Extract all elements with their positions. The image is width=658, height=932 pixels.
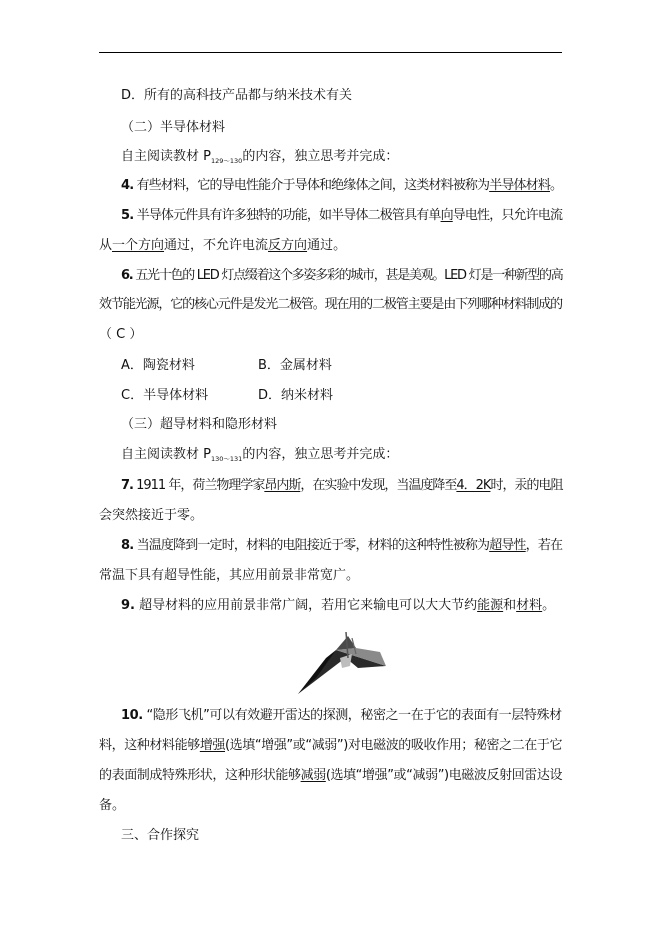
question-10-cont-1: 料，这种材料能够增强(选填“增强”或“减弱”)对电磁波的吸收作用；秘密之二在于它 [99,738,563,753]
question-10: 10. “隐形飞机”可以有效避开雷达的探测，秘密之一在于它的表面有一层特殊材 [121,708,562,723]
section-heading-semiconductor: （二）半导体材料 [121,120,226,135]
option-c: C．半导体材料 [121,388,209,403]
answer-blank: 昂内斯 [264,478,301,493]
option-b-wrap [258,358,332,374]
answer-blank: 减弱 [300,768,326,783]
reading-instruction-1: 自主阅读教材 $P_{129\sim 130}$的内容，独立思考并完成： [121,149,399,165]
question-6: 6. 五光十色的 LED 灯点缀着这个多姿多彩的城市，甚是美观。LED 灯是一种新型的高 [121,268,563,283]
question-7: 7. 1911 年，荷兰物理学家昂内斯，在实验中发现，当温度降至4．2K时，汞的电阻 [121,478,563,493]
option-b: B．金属材料 [258,358,332,373]
answer-blank: 一个方向 [112,238,165,253]
question-8-cont: 常温下具有超导性能，其应用前景非常宽广。 [99,568,360,583]
question-5: 5. 半导体元件具有许多独特的功能，如半导体二极管具有单向导电性，只允许电流 [121,208,563,223]
question-10-cont-2: 的表面制成特殊形状，这种形状能够减弱(选填“增强”或“减弱”)电磁波反射回雷达设 [99,768,563,783]
question-6-cont: 效节能光源，它的核心元件是发光二极管。现在用的二极管主要是由下列哪种材料制成的 [99,297,563,312]
options-row-1 [121,358,195,374]
answer-blank: 增强 [199,738,226,753]
answer-blank: 材料 [516,598,543,613]
option-d: D．纳米材料 [258,388,334,403]
answer-blank: 向 [440,208,453,223]
header-rule [99,52,562,53]
question-7-cont: 会突然接近于零。 [99,508,204,523]
question-10-cont-3: 备。 [99,798,126,813]
section-heading-superconductor: （三）超导材料和隐形材料 [121,417,278,432]
reading-instruction-2: 自主阅读教材 $P_{130\sim 131}$的内容，独立思考并完成： [121,447,399,463]
question-5-cont: 从一个方向通过，不允许电流反方向通过。 [99,238,347,253]
section-heading-cooperation: 三、合作探究 [121,828,200,843]
option-d-line: D．所有的高科技产品都与纳米技术有关 [121,88,353,103]
question-6-answer: （ C ） [99,327,143,342]
answer-blank: 超导性 [489,538,526,553]
answer-blank: 4．2K [456,478,491,493]
answer-blank: 半导体材料 [489,178,550,193]
answer-blank: 反方向 [268,238,308,253]
options-row-2 [121,388,208,404]
answer-blank: 能源 [477,598,504,613]
question-8: 8. 当温度降到一定时，材料的电阻接近于零，材料的这种特性被称为超导性，若在 [121,538,563,553]
option-d-wrap [258,388,333,404]
question-4: 4. 有些材料，它的导电性能介于导体和绝缘体之间，这类材料被称为半导体材料。 [121,178,563,193]
option-a: A．陶瓷材料 [121,358,195,373]
question-9: 9. 超导材料的应用前景非常广阔，若用它来输电可以大大节约能源和材料。 [121,598,556,613]
stealth-aircraft-icon [296,628,388,696]
